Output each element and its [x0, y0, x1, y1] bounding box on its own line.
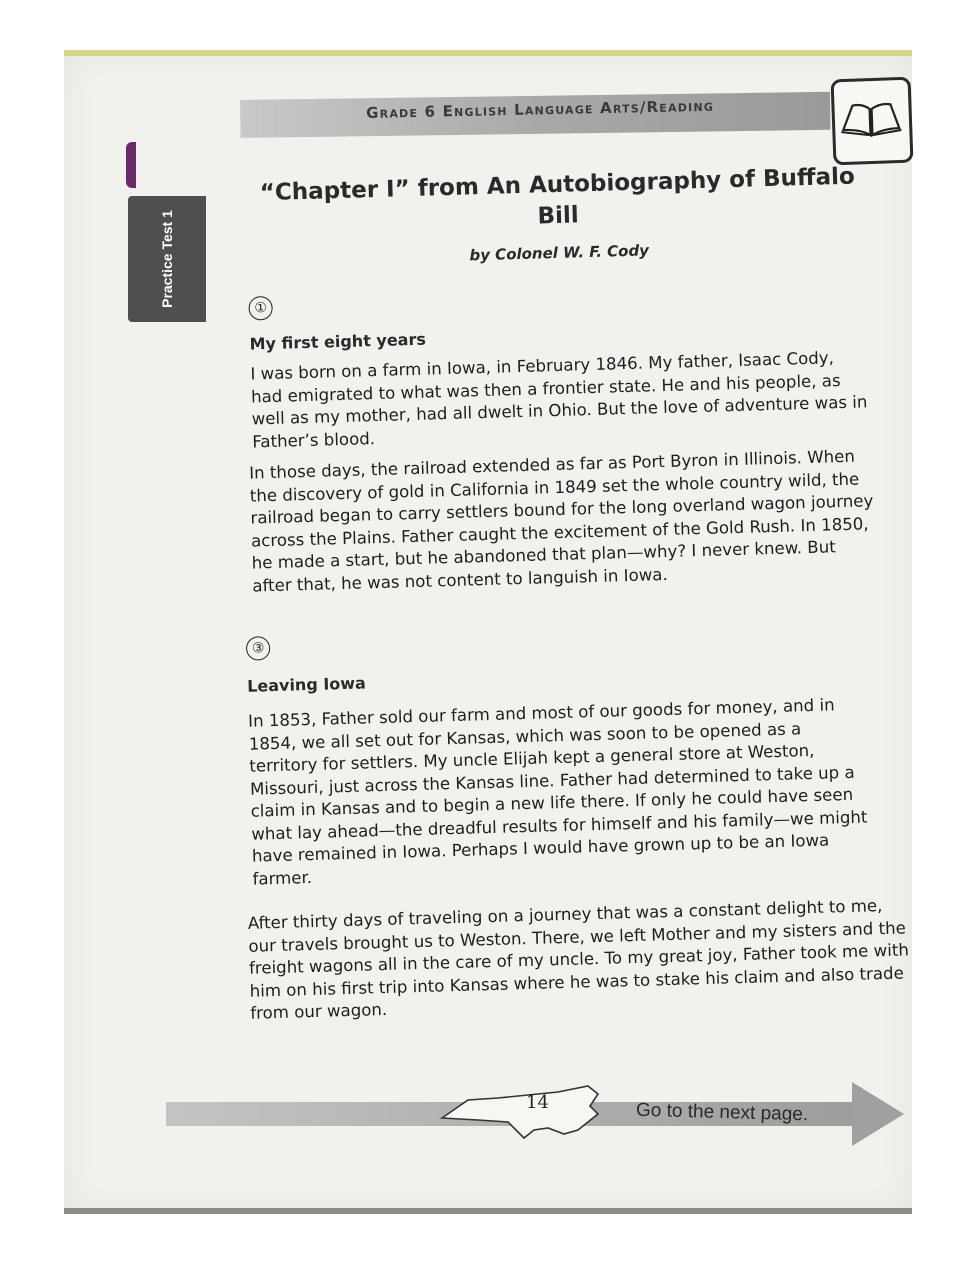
article-byline: by Colonel W. F. Cody — [469, 241, 650, 265]
state-outline-icon — [438, 1078, 608, 1150]
paragraph: In those days, the railroad extended as far as Port Byron in Illinois. When the discovery of gold in California in 1849 set the whole country wild, the railroad began to carry settlers bound for the long overland wagon journey across the Plains. Father caught the excitement of the Gold Rush. In 1850, he made a start, but he abandoned that plan—why? I never knew. But after that, he was not content to languish in Iowa. — [248, 446, 874, 596]
section-heading: Leaving Iowa — [246, 673, 367, 696]
section-heading: My first eight years — [249, 329, 427, 354]
paragraph: I was born on a farm in Iowa, in February 1846. My father, Isaac Cody, had emigrated to what was then a frontier state. He and his people, as well as my mother, had all dwelt in Ohio. But the love of adventure was in Father’s blood. — [250, 348, 868, 452]
paragraph: In 1853, Father sold our farm and most of our goods for money, and in 1854, we all set out for Kansas, which was soon to be opened as a territory for settlers. My uncle Elijah kept a general store at Weston, Missouri, just across the Kansas line. Father had determined to take up a claim in Kansas and to begin a new life there. If only he could have seen what lay ahead—the dreadful results for himself and his family—we might have remained in Iowa. Perhaps I would have grown up to be an Iowa farmer. — [247, 695, 868, 889]
practice-test-label: Practice Test 1 — [159, 210, 175, 308]
section-number: ③ — [246, 636, 271, 661]
section-title: Grade 6 English Language Arts/Reading — [366, 96, 715, 122]
page-number: 14 — [526, 1092, 549, 1113]
section-number: ① — [248, 296, 273, 321]
article-title: “Chapter I” from An Autobiography of Buffalo Bill — [259, 163, 856, 230]
next-page-arrow — [852, 1082, 904, 1146]
paragraph: After thirty days of traveling on a journey that was a constant delight to me, our travels brought us to Weston. There, we left Mother and my sisters and the freight wagons all in the care of my uncle. To my great joy, Father took me with him on his first trip into Kansas where he was to stake his claim and also trade from our wagon. — [247, 896, 910, 1023]
next-page-label: Go to the next page. — [635, 1099, 809, 1126]
